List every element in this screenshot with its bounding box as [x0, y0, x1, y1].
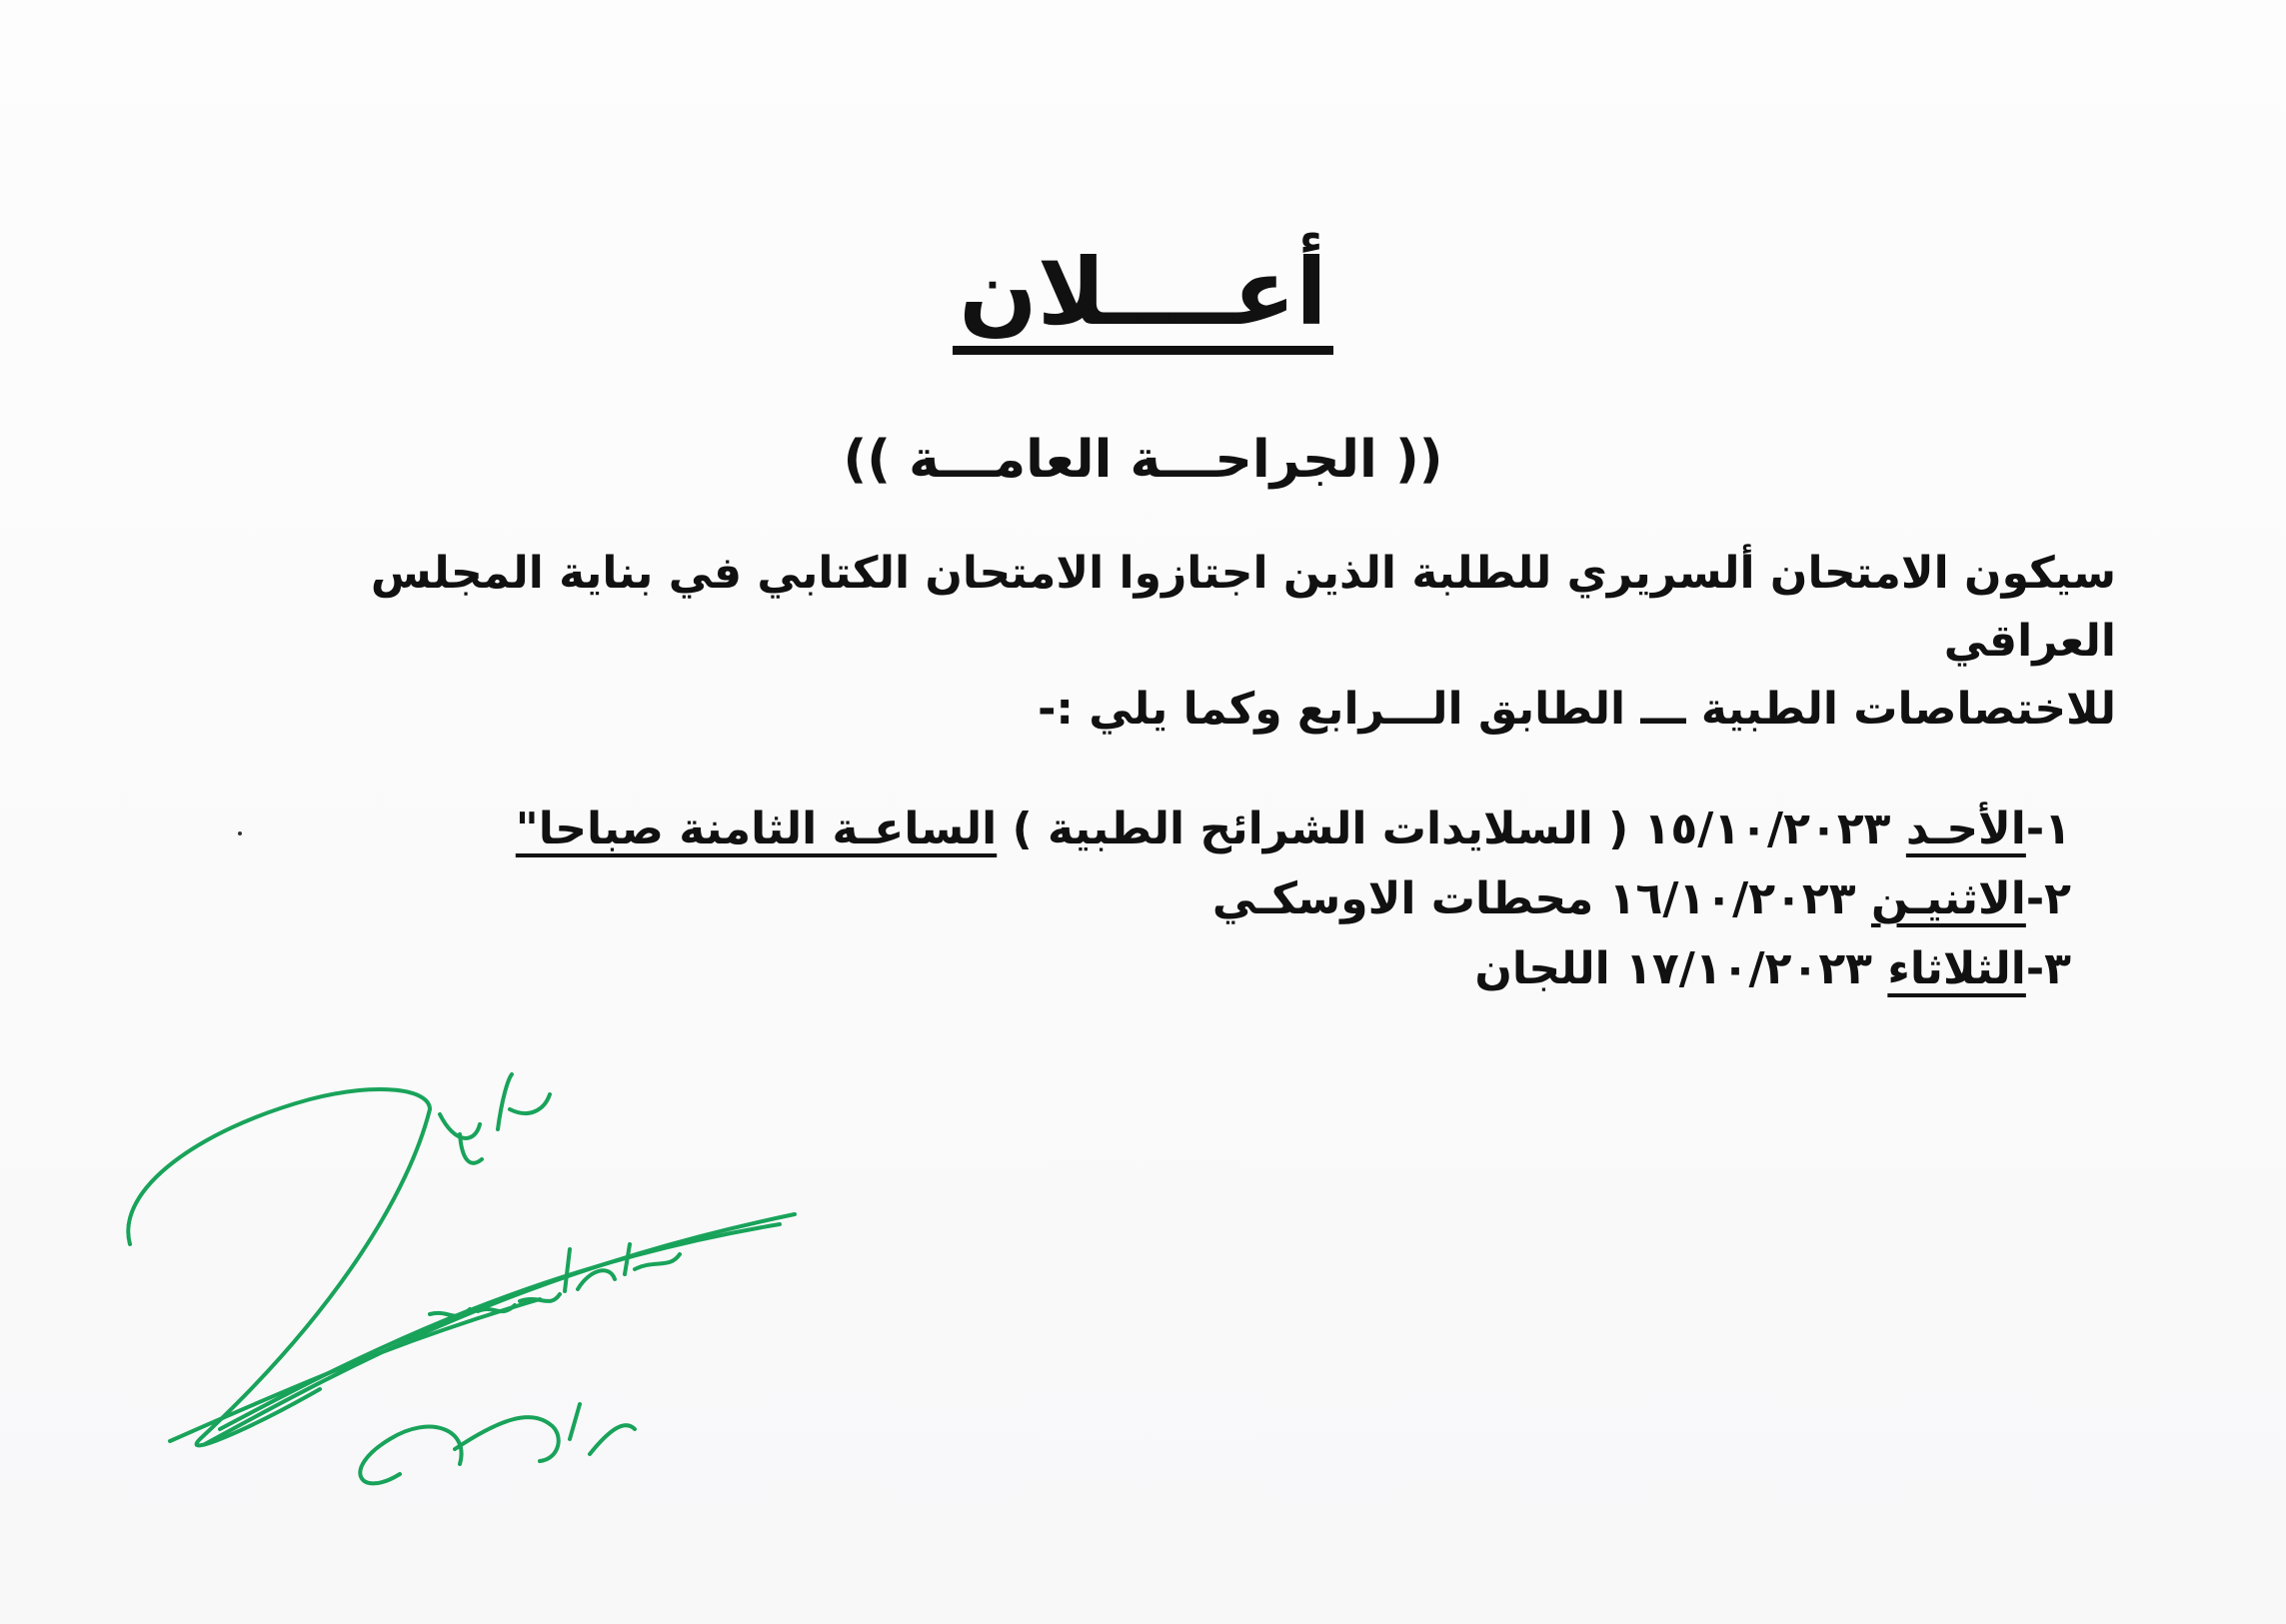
- item-activity: ( السلايدات الشرائح الطبية ): [1012, 804, 1629, 854]
- announcement-title: أعــــلان: [953, 245, 1333, 355]
- intro-paragraph: [217, 540, 2116, 744]
- item-activity: اللجان: [1474, 943, 1610, 994]
- item-date: ١٥/١٠/٢٠٢٣: [1643, 804, 1891, 854]
- signature-long-stroke-3: [170, 1299, 540, 1441]
- item-day: الاثنيـن: [1870, 873, 2026, 924]
- department-subtitle: (( الجراحـــة العامـــة )): [843, 430, 1443, 490]
- exam-schedule: [172, 795, 2071, 1004]
- schedule-item: [172, 934, 2071, 1004]
- intro-line-1: سيكون الامتحان ألسريري للطلبة الذين اجتازوا الامتحان الكتابي في بناية المجلس العراقي: [370, 548, 2116, 667]
- signature-name-stroke: [440, 1074, 550, 1163]
- item-date: ١٦/١٠/٢٠٢٣: [1608, 873, 1856, 924]
- schedule-item: [172, 795, 2071, 864]
- intro-line-2: للاختصاصات الطبية ـــ الطابق الـــرابع وكما يلي :-: [1038, 684, 2116, 735]
- item-day: الأحـد: [1905, 804, 2026, 854]
- title-container: [0, 239, 2286, 355]
- item-number: ٢-: [2025, 873, 2071, 924]
- schedule-item: [172, 864, 2071, 934]
- item-activity: محطات الاوسكـي: [1211, 873, 1594, 924]
- item-number: ٣-: [2025, 943, 2071, 994]
- item-day: الثلاثاء: [1887, 943, 2026, 994]
- item-time: الساعـة الثامنة صباحا": [515, 804, 998, 854]
- signature-bottom-stroke: [360, 1404, 635, 1483]
- item-number: ١-: [2025, 804, 2071, 854]
- item-date: ١٧/١٠/٢٠٢٣: [1625, 943, 1873, 994]
- scan-speck: [238, 831, 242, 835]
- handwritten-signature: [110, 1069, 830, 1489]
- signature-long-stroke-1: [205, 1214, 795, 1444]
